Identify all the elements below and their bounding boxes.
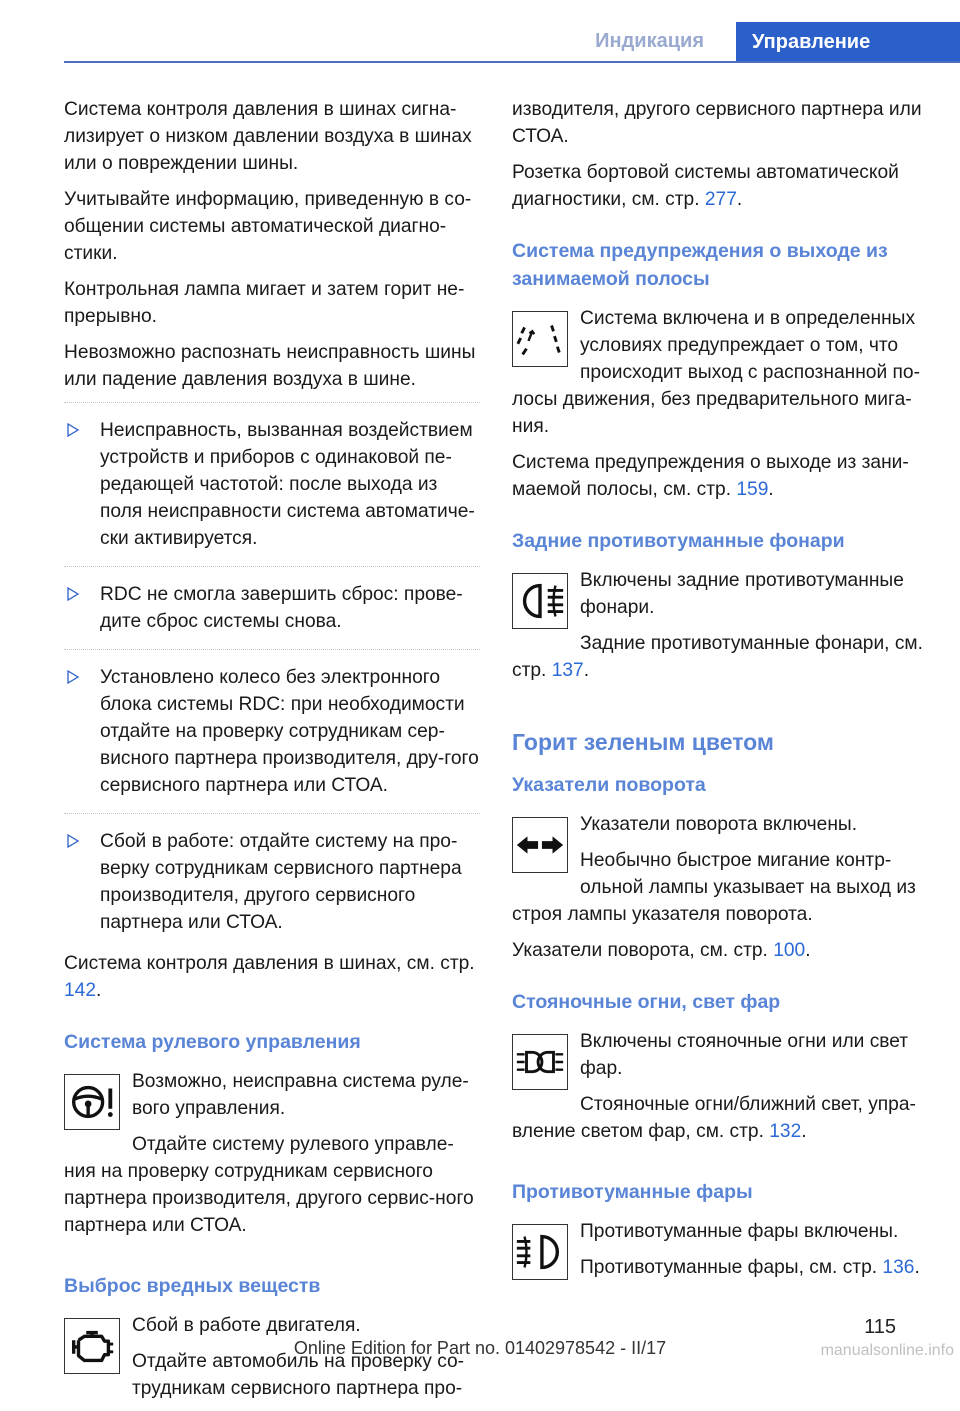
triangle-bullet-icon [66, 587, 80, 601]
tab-indication[interactable]: Индикация [595, 30, 704, 52]
list-item-text: Неисправность, вызванная воздействием устройств и приборов с одинаковой пе‐редающей частотой: после выхода из поля неисправности система автоматиче‐ски активируется. [100, 420, 475, 549]
paragraph-text: Указатели поворота, см. стр. [512, 940, 774, 961]
paragraph-text: Стояночные огни/ближний свет, упра‐вление светом фар, см. стр. [512, 1094, 916, 1142]
section-heading: Стояночные огни, свет фар [512, 991, 781, 1013]
list-item [64, 828, 480, 936]
front-fog-block [512, 1218, 928, 1290]
paragraph: Задние противотуманные фонари, см. стр. 137. [512, 633, 923, 681]
page-link[interactable]: 159 [736, 479, 769, 500]
page-link[interactable]: 132 [769, 1121, 802, 1142]
triangle-bullet-icon [66, 834, 80, 848]
page-link[interactable]: 136 [882, 1257, 915, 1278]
list-item-text: Сбой в работе: отдайте систему на про‐верку сотрудникам сервисного партнера производителя, другого сервисного партнера или СТОА. [100, 831, 462, 933]
paragraph-text: Противотуманные фары, см. стр. [580, 1257, 883, 1278]
paragraph: Указатели поворота включены. [580, 814, 858, 835]
left-column [64, 96, 480, 1411]
paragraph: Возможно, неисправна система руле‐вого управления. [132, 1071, 469, 1119]
watermark: manualsonline.info [820, 1342, 954, 1359]
paragraph-text: Задние противотуманные фонари, см. стр. [512, 633, 923, 681]
list-item-text: Установлено колесо без электронного блока системы RDC: при необходимости отдайте на проверку сотрудникам сер‐висного партнера производителя, дру‐гого сервисного партнера или СТОА. [100, 667, 479, 796]
page-link[interactable]: 277 [704, 189, 737, 210]
paragraph-text: Розетка бортовой системы автоматической диагностики, см. стр. [512, 162, 899, 210]
right-column [512, 96, 928, 1290]
parking-block [512, 1028, 928, 1154]
paragraph: Система предупреждения о выходе из зани‐маемой полосы, см. стр. 159. [512, 452, 909, 500]
section-title: Горит зеленым цветом [512, 729, 774, 755]
turn-signal-icon [512, 817, 568, 873]
triangle-bullet-icon [66, 423, 80, 437]
divider [64, 813, 480, 814]
list-item [64, 664, 480, 799]
rear-fog-block [512, 567, 928, 693]
steering-warning-icon [64, 1074, 120, 1130]
paragraph: Система контроля давления в шинах, см. стр. 142. [64, 953, 475, 1001]
divider [64, 566, 480, 567]
lane-block [512, 305, 928, 503]
edition-footer: Online Edition for Part no. 01402978542 - II/17 [293, 1338, 667, 1358]
paragraph: Контрольная лампа мигает и затем горит не‐прерывно. [64, 279, 465, 327]
section-heading: Система рулевого управления [64, 1031, 361, 1053]
front-fog-light-icon [512, 1224, 568, 1280]
page-link[interactable]: 100 [773, 940, 806, 961]
paragraph: Необычно быстрое мигание контр‐ольной лампы указывает на выход из строя лампы указателя поворота. [512, 850, 916, 925]
page-number: 115 [864, 1316, 896, 1338]
divider [64, 402, 480, 403]
triangle-bullet-icon [66, 670, 80, 684]
paragraph-text: Система предупреждения о выходе из зани‐маемой полосы, см. стр. [512, 452, 909, 500]
section-heading: Указатели поворота [512, 774, 706, 796]
paragraph: Указатели поворота, см. стр. 100. [512, 940, 811, 961]
list-item [64, 417, 480, 552]
rear-fog-light-icon [512, 573, 568, 629]
page-link[interactable]: 142 [64, 980, 97, 1001]
paragraph: Учитывайте информацию, приведенную в со‐общении системы автоматической диагно‐стики. [64, 189, 472, 264]
bullet-list [64, 417, 480, 936]
paragraph: Розетка бортовой системы автоматической диагностики, см. стр. 277. [512, 162, 899, 210]
paragraph: изводителя, другого сервисного партнера или СТОА. [512, 99, 922, 147]
paragraph: Стояночные огни/ближний свет, упра‐вление светом фар, см. стр. 132. [512, 1094, 916, 1142]
paragraph: Система контроля давления в шинах сигна‐лизирует о низком давлении воздуха в шинах или о повреждении шины. [64, 99, 472, 174]
paragraph: Включены задние противотуманные фонари. [580, 570, 904, 618]
paragraph: Сбой в работе двигателя. [132, 1315, 361, 1336]
paragraph: Противотуманные фары, см. стр. 136. [580, 1257, 920, 1278]
section-heading: Система предупреждения о выходе из занимаемой полосы [512, 240, 888, 290]
page-link[interactable]: 137 [551, 660, 584, 681]
emission-block [64, 1312, 480, 1411]
parking-light-icon [512, 1034, 568, 1090]
paragraph: Противотуманные фары включены. [580, 1221, 899, 1242]
list-item [64, 581, 480, 635]
header-divider [64, 61, 960, 63]
paragraph-text: Система контроля давления в шинах, см. стр. [64, 953, 475, 974]
paragraph: Отдайте систему рулевого управле‐ния на проверку сотрудникам сервисного партнера производителя, другого сервис‐ного партнера или СТОА. [64, 1134, 474, 1236]
tab-control[interactable]: Управление [736, 22, 960, 63]
paragraph: Невозможно распознать неисправность шины или падение давления воздуха в шине. [64, 342, 476, 390]
section-heading: Задние противотуманные фонари [512, 530, 845, 552]
paragraph: Включены стояночные огни или свет фар. [580, 1031, 909, 1079]
turn-block [512, 811, 928, 964]
steering-block [64, 1068, 480, 1248]
lane-departure-icon [512, 311, 568, 367]
paragraph: Отдайте автомобиль на проверку со‐трудникам сервисного партнера про‐ [132, 1351, 465, 1399]
section-heading: Выброс вредных веществ [64, 1275, 321, 1297]
paragraph: Система включена и в определенных условиях предупреждает о том, что происходит выход с распознанной по‐лосы движения, без предварительного мига‐ния. [512, 308, 920, 437]
list-item-text: RDC не смогла завершить сброс: прове‐дите сброс системы снова. [100, 584, 463, 632]
section-heading: Противотуманные фары [512, 1181, 753, 1203]
page-header [0, 22, 960, 62]
divider [64, 649, 480, 650]
